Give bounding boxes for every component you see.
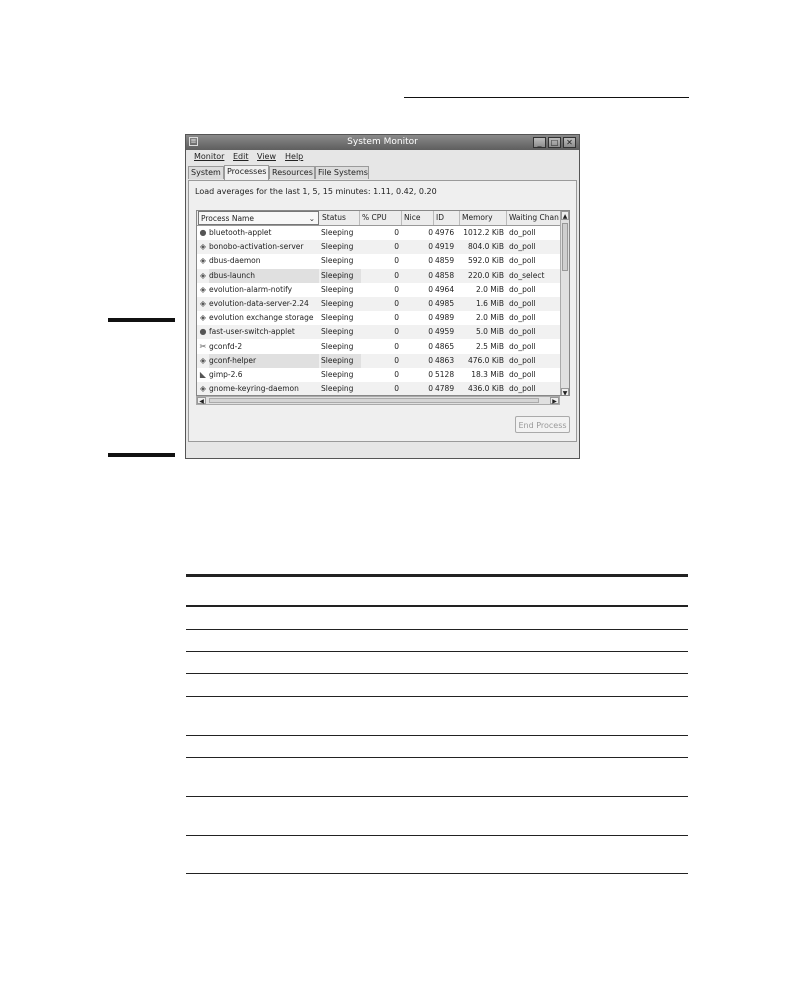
- table-row[interactable]: [197, 254, 561, 268]
- table-row[interactable]: [197, 269, 561, 283]
- column-header-memory[interactable]: Memory: [460, 211, 507, 225]
- horizontal-scrollbar[interactable]: [196, 396, 560, 405]
- cell-wchan: do_poll: [509, 228, 536, 237]
- menu-edit[interactable]: Edit: [233, 152, 249, 161]
- table-row[interactable]: [197, 340, 561, 354]
- cell-status: Sleeping: [321, 242, 354, 252]
- column-header-cpu[interactable]: % CPU: [360, 211, 402, 225]
- bullet-icon: ●: [199, 327, 207, 337]
- cell-memory: 1012.2 KiB: [463, 228, 504, 237]
- table-row[interactable]: [197, 297, 561, 311]
- horizontal-scroll-thumb[interactable]: [209, 398, 539, 403]
- table-row[interactable]: [197, 382, 561, 396]
- cell-name: dbus-launch: [209, 269, 319, 283]
- cell-status: Sleeping: [321, 284, 354, 294]
- cell-wchan: do_poll: [509, 242, 536, 252]
- cell-nice: 0: [428, 256, 433, 266]
- gimp-icon: ◣: [199, 370, 207, 379]
- diamond-icon: ◈: [199, 384, 207, 394]
- table-row-rule: [186, 835, 688, 836]
- cell-name: evolution-data-server-2.24: [209, 299, 309, 308]
- cell-status: Sleeping: [321, 370, 354, 379]
- cell-id: 4959: [435, 327, 455, 337]
- column-header-waiting-channel[interactable]: Waiting Chan: [507, 211, 561, 225]
- cell-name: fast-user-switch-applet: [209, 327, 295, 337]
- table-row-rule: [186, 696, 688, 697]
- cell-id: 4858: [435, 270, 455, 280]
- cell-status: Sleeping: [321, 299, 354, 308]
- cell-cpu: 0: [394, 313, 399, 323]
- vertical-scrollbar[interactable]: [560, 211, 569, 396]
- cell-id: 4789: [435, 384, 455, 394]
- cell-name: dbus-daemon: [209, 256, 261, 266]
- window-titlebar[interactable]: [186, 135, 579, 150]
- vertical-scroll-thumb[interactable]: [562, 223, 568, 271]
- tab-file-systems[interactable]: File Systems: [315, 166, 369, 179]
- table-row[interactable]: [197, 283, 561, 297]
- tools-icon: ✂: [199, 341, 207, 351]
- cell-name: bonobo-activation-server: [209, 242, 304, 252]
- maximize-button[interactable]: □: [548, 137, 561, 148]
- scroll-down-arrow-icon[interactable]: ▼: [562, 390, 568, 396]
- cell-id: 4865: [435, 341, 455, 351]
- cell-status: Sleeping: [321, 313, 354, 323]
- table-rule-top: [186, 574, 688, 577]
- tab-resources[interactable]: Resources: [269, 166, 315, 179]
- cell-wchan: do_poll: [509, 284, 536, 294]
- cell-cpu: 0: [394, 256, 399, 266]
- cell-memory: 5.0 MiB: [475, 327, 504, 337]
- tab-processes[interactable]: Processes: [224, 165, 269, 180]
- bullet-icon: ●: [199, 228, 207, 237]
- cell-status: Sleeping: [321, 354, 361, 368]
- cell-name: evolution exchange storage: [209, 313, 314, 323]
- cell-nice: 0: [428, 327, 433, 337]
- margin-marker-bottom: [108, 453, 175, 457]
- cell-wchan: do_poll: [509, 355, 536, 365]
- cell-cpu: 0: [394, 355, 399, 365]
- table-row-rule: [186, 629, 688, 630]
- cell-id: 4976: [435, 228, 455, 237]
- process-table[interactable]: [196, 210, 570, 396]
- cell-status: Sleeping: [321, 327, 354, 337]
- menu-bar: [186, 150, 579, 164]
- cell-nice: 0: [428, 341, 433, 351]
- margin-marker-top: [108, 318, 175, 322]
- cell-name: bluetooth-applet: [209, 228, 272, 237]
- cell-memory: 476.0 KiB: [467, 355, 504, 365]
- cell-id: 4985: [435, 299, 455, 308]
- cell-name: gimp-2.6: [209, 370, 243, 379]
- cell-wchan: do_poll: [509, 256, 536, 266]
- cell-nice: 0: [428, 228, 433, 237]
- window-title: System Monitor: [347, 137, 418, 147]
- tab-bar: [186, 165, 579, 180]
- table-row-rule: [186, 796, 688, 797]
- cell-nice: 0: [428, 284, 433, 294]
- cell-memory: 2.0 MiB: [475, 313, 504, 323]
- cell-memory: 220.0 KiB: [467, 270, 504, 280]
- scroll-left-arrow-icon[interactable]: ◀: [197, 397, 206, 404]
- cell-status: Sleeping: [321, 341, 354, 351]
- cell-wchan: do_poll: [509, 341, 536, 351]
- diamond-icon: ◈: [199, 313, 207, 323]
- column-header-id[interactable]: ID: [434, 211, 460, 225]
- table-row-rule: [186, 735, 688, 736]
- cell-name: evolution-alarm-notify: [209, 284, 293, 294]
- cell-wchan: do_poll: [509, 370, 536, 379]
- cell-name: gnome-keyring-daemon: [209, 384, 299, 394]
- cell-cpu: 0: [394, 370, 399, 379]
- cell-memory: 18.3 MiB: [471, 370, 504, 379]
- cell-wchan: do_poll: [509, 384, 536, 394]
- cell-cpu: 0: [394, 270, 399, 280]
- scroll-right-arrow-icon[interactable]: ▶: [550, 397, 559, 404]
- end-process-button[interactable]: End Process: [515, 416, 570, 433]
- cell-memory: 2.5 MiB: [475, 341, 504, 351]
- cell-wchan: do_select: [509, 270, 545, 280]
- table-row[interactable]: [197, 240, 561, 254]
- column-header-status[interactable]: Status: [320, 211, 360, 225]
- cell-memory: 592.0 KiB: [467, 256, 504, 266]
- table-header: [197, 211, 561, 226]
- cell-nice: 0: [428, 370, 433, 379]
- cell-status: Sleeping: [321, 228, 354, 237]
- cell-nice: 0: [428, 299, 433, 308]
- menu-view[interactable]: View: [257, 152, 276, 161]
- cell-id: 4919: [435, 242, 455, 252]
- cell-nice: 0: [428, 270, 433, 280]
- cell-cpu: 0: [394, 228, 399, 237]
- cell-nice: 0: [428, 355, 433, 365]
- cell-wchan: do_poll: [509, 313, 536, 323]
- window-menu-icon[interactable]: ≡: [190, 137, 197, 145]
- cell-wchan: do_poll: [509, 327, 536, 337]
- table-row-rule: [186, 673, 688, 674]
- diamond-icon: ◈: [199, 270, 207, 280]
- table-row-rule: [186, 757, 688, 758]
- table-row[interactable]: [197, 354, 561, 368]
- table-row[interactable]: [197, 311, 561, 325]
- table-row[interactable]: [197, 368, 561, 382]
- diamond-icon: ◈: [199, 256, 207, 266]
- table-row-rule: [186, 651, 688, 652]
- cell-id: 4964: [435, 284, 455, 294]
- table-row[interactable]: [197, 226, 561, 240]
- cell-nice: 0: [428, 313, 433, 323]
- column-header-process-name[interactable]: Process Name ⌄: [198, 211, 319, 225]
- cell-id: 5128: [435, 370, 455, 379]
- menu-monitor[interactable]: Monitor: [194, 152, 225, 161]
- cell-status: Sleeping: [321, 269, 361, 283]
- page-top-rule: [404, 97, 689, 98]
- cell-nice: 0: [428, 242, 433, 252]
- cell-wchan: do_poll: [509, 299, 536, 308]
- tab-system[interactable]: System: [188, 166, 224, 179]
- table-row[interactable]: [197, 325, 561, 339]
- minimize-button[interactable]: _: [533, 137, 546, 148]
- cell-memory: 804.0 KiB: [467, 242, 504, 252]
- scroll-up-arrow-icon[interactable]: ▲: [562, 213, 568, 220]
- cell-memory: 2.0 MiB: [475, 284, 504, 294]
- cell-memory: 436.0 KiB: [467, 384, 504, 394]
- column-header-nice[interactable]: Nice: [402, 211, 434, 225]
- cell-name: gconf-helper: [209, 354, 319, 368]
- table-rule-bottom: [186, 873, 688, 874]
- diamond-icon: ◈: [199, 284, 207, 294]
- cell-cpu: 0: [394, 242, 399, 252]
- menu-help[interactable]: Help: [285, 152, 304, 161]
- close-button[interactable]: ✕: [563, 137, 576, 148]
- cell-memory: 1.6 MiB: [475, 299, 504, 308]
- diamond-icon: ◈: [199, 299, 207, 308]
- cell-status: Sleeping: [321, 256, 354, 266]
- cell-cpu: 0: [394, 341, 399, 351]
- sort-chevron-down-icon: ⌄: [308, 214, 315, 223]
- cell-id: 4989: [435, 313, 455, 323]
- diamond-icon: ◈: [199, 355, 207, 365]
- load-averages-text: Load averages for the last 1, 5, 15 minutes: 1.11, 0.42, 0.20: [195, 187, 437, 196]
- cell-cpu: 0: [394, 284, 399, 294]
- cell-status: Sleeping: [321, 384, 354, 394]
- cell-cpu: 0: [394, 327, 399, 337]
- cell-id: 4859: [435, 256, 455, 266]
- cell-id: 4863: [435, 355, 455, 365]
- system-monitor-window: [185, 134, 580, 459]
- cell-nice: 0: [428, 384, 433, 394]
- table-rule-header: [186, 605, 688, 607]
- cell-cpu: 0: [394, 299, 399, 308]
- cell-cpu: 0: [394, 384, 399, 394]
- diamond-icon: ◈: [199, 242, 207, 252]
- cell-name: gconfd-2: [209, 341, 243, 351]
